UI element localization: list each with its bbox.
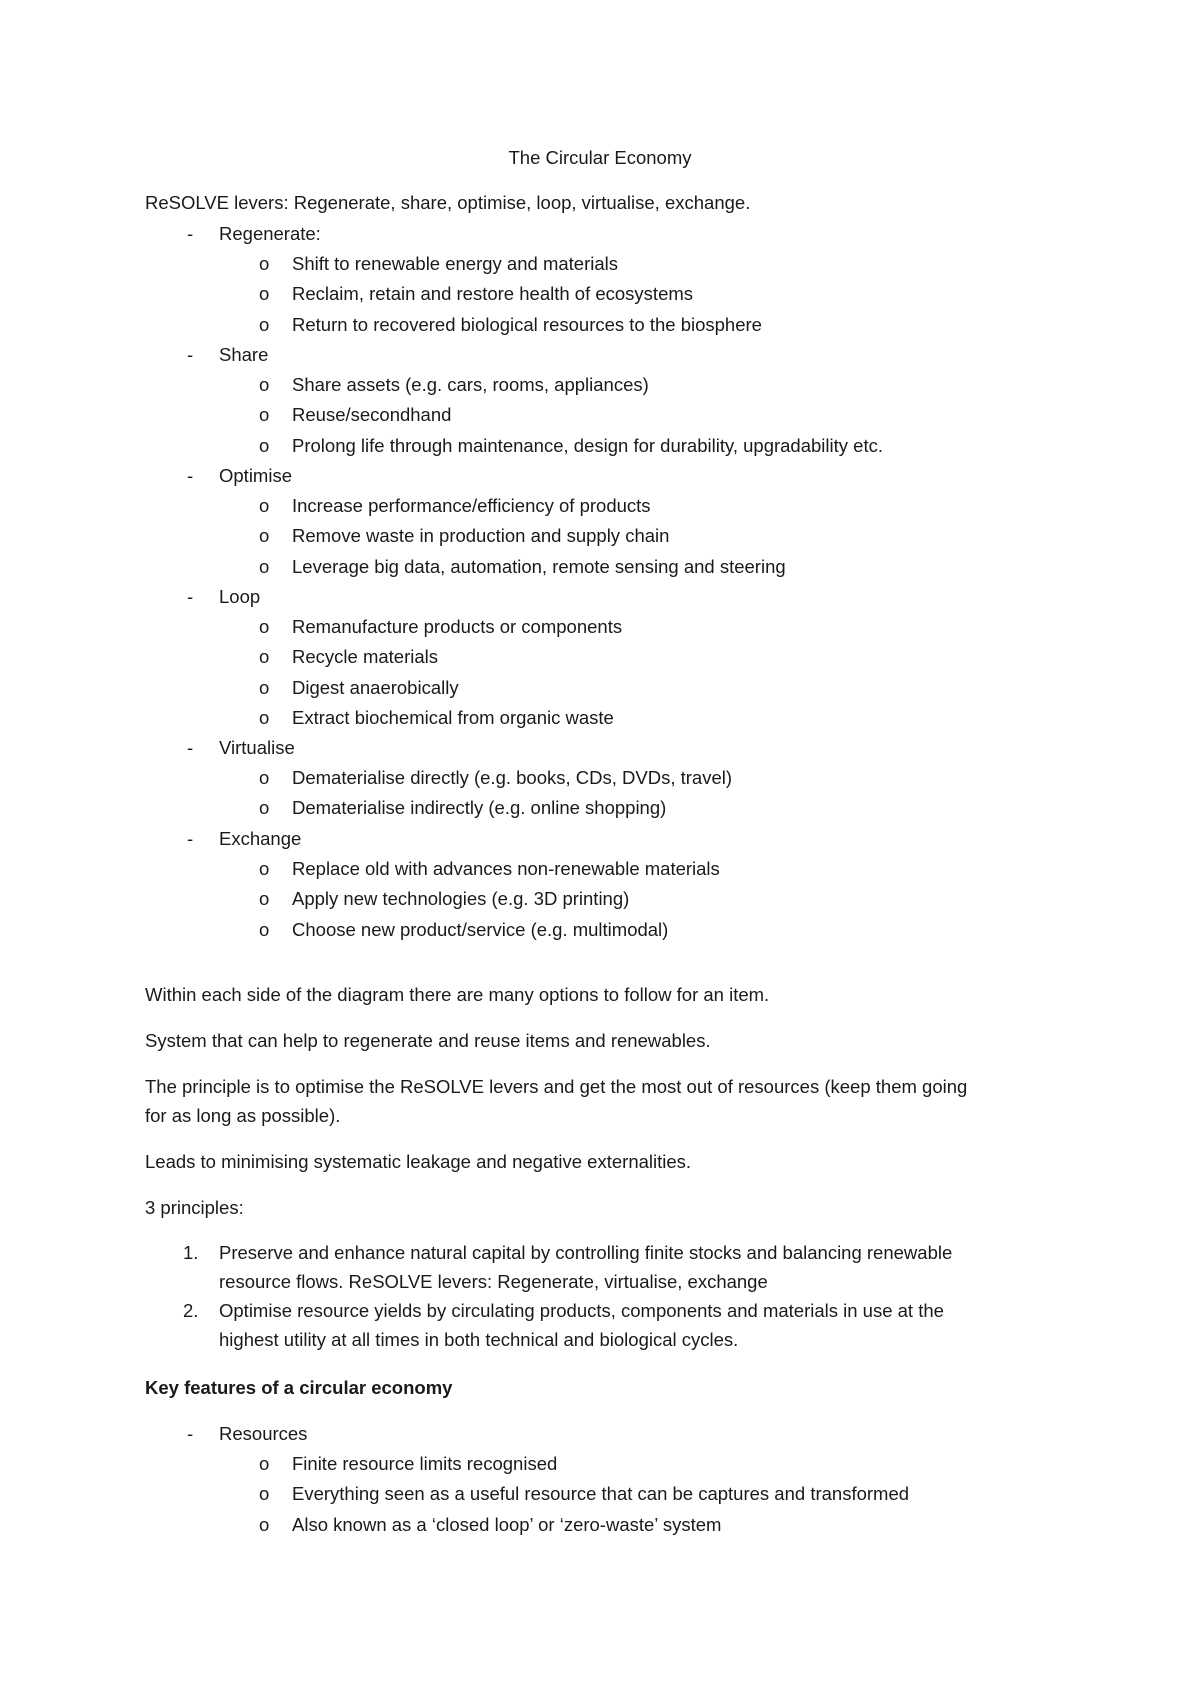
list-item: Share assets (e.g. cars, rooms, appliances) — [292, 374, 649, 395]
principle-text: Preserve and enhance natural capital by controlling finite stocks and balancing renewable — [219, 1242, 953, 1263]
feature-label: Resources — [219, 1423, 308, 1444]
principle-text: Optimise resource yields by circulating products, components and materials in use at the — [219, 1300, 944, 1321]
dash-bullet: - — [187, 737, 194, 758]
intro-text: ReSOLVE levers: Regenerate, share, optimise, loop, virtualise, exchange. — [145, 192, 751, 213]
list-item: Shift to renewable energy and materials — [292, 253, 618, 274]
list-item: Prolong life through maintenance, design for durability, upgradability etc. — [292, 435, 883, 456]
circle-bullet: o — [259, 707, 270, 728]
circle-bullet: o — [259, 888, 270, 909]
dash-bullet: - — [187, 223, 194, 244]
paragraph: Leads to minimising systematic leakage and negative externalities. — [145, 1151, 692, 1172]
circle-bullet: o — [259, 646, 270, 667]
circle-bullet: o — [259, 374, 270, 395]
list-item: Leverage big data, automation, remote sensing and steering — [292, 556, 786, 577]
list-item: Recycle materials — [292, 646, 438, 667]
section-heading: Key features of a circular economy — [145, 1377, 453, 1398]
circle-bullet: o — [259, 314, 270, 335]
list-item: Dematerialise directly (e.g. books, CDs, DVDs, travel) — [292, 767, 733, 788]
lever-label: Loop — [219, 586, 261, 607]
paragraph: Within each side of the diagram there are many options to follow for an item. — [145, 984, 770, 1005]
list-item: Choose new product/service (e.g. multimodal) — [292, 919, 669, 940]
list-item: Also known as a ‘closed loop’ or ‘zero-waste’ system — [292, 1514, 722, 1535]
page-title: The Circular Economy — [508, 147, 692, 168]
dash-bullet: - — [187, 344, 194, 365]
circle-bullet: o — [259, 1453, 270, 1474]
circle-bullet: o — [259, 253, 270, 274]
circle-bullet: o — [259, 495, 270, 516]
circle-bullet: o — [259, 677, 270, 698]
list-item: Remanufacture products or components — [292, 616, 623, 637]
principle-text: resource flows. ReSOLVE levers: Regenerate, virtualise, exchange — [219, 1271, 768, 1292]
circle-bullet: o — [259, 404, 270, 425]
list-item: Extract biochemical from organic waste — [292, 707, 614, 728]
lever-label: Optimise — [219, 465, 292, 486]
circle-bullet: o — [259, 1514, 270, 1535]
paragraph: The principle is to optimise the ReSOLVE levers and get the most out of resources (keep them going — [145, 1076, 968, 1097]
dash-bullet: - — [187, 828, 194, 849]
circle-bullet: o — [259, 797, 270, 818]
circle-bullet: o — [259, 525, 270, 546]
lever-label: Virtualise — [219, 737, 295, 758]
circle-bullet: o — [259, 435, 270, 456]
lever-label: Exchange — [219, 828, 302, 849]
list-item: Reclaim, retain and restore health of ecosystems — [292, 283, 694, 304]
circle-bullet: o — [259, 919, 270, 940]
circle-bullet: o — [259, 1483, 270, 1504]
circle-bullet: o — [259, 556, 270, 577]
circle-bullet: o — [259, 858, 270, 879]
lever-label: Share — [219, 344, 269, 365]
list-number: 1. — [183, 1242, 199, 1263]
list-item: Finite resource limits recognised — [292, 1453, 558, 1474]
circle-bullet: o — [259, 283, 270, 304]
list-item: Replace old with advances non-renewable materials — [292, 858, 720, 879]
list-item: Everything seen as a useful resource that can be captures and transformed — [292, 1483, 910, 1504]
dash-bullet: - — [187, 1423, 194, 1444]
principles-heading: 3 principles: — [145, 1197, 244, 1218]
list-item: Digest anaerobically — [292, 677, 459, 698]
paragraph: for as long as possible). — [145, 1105, 341, 1126]
lever-label: Regenerate: — [219, 223, 321, 244]
list-item: Reuse/secondhand — [292, 404, 452, 425]
dash-bullet: - — [187, 465, 194, 486]
list-item: Apply new technologies (e.g. 3D printing) — [292, 888, 630, 909]
list-item: Remove waste in production and supply chain — [292, 525, 670, 546]
list-number: 2. — [183, 1300, 199, 1321]
list-item: Dematerialise indirectly (e.g. online shopping) — [292, 797, 667, 818]
list-item: Return to recovered biological resources to the biosphere — [292, 314, 762, 335]
dash-bullet: - — [187, 586, 194, 607]
circle-bullet: o — [259, 616, 270, 637]
paragraph: System that can help to regenerate and reuse items and renewables. — [145, 1030, 711, 1051]
principle-text: highest utility at all times in both technical and biological cycles. — [219, 1329, 739, 1350]
list-item: Increase performance/efficiency of products — [292, 495, 651, 516]
circle-bullet: o — [259, 767, 270, 788]
